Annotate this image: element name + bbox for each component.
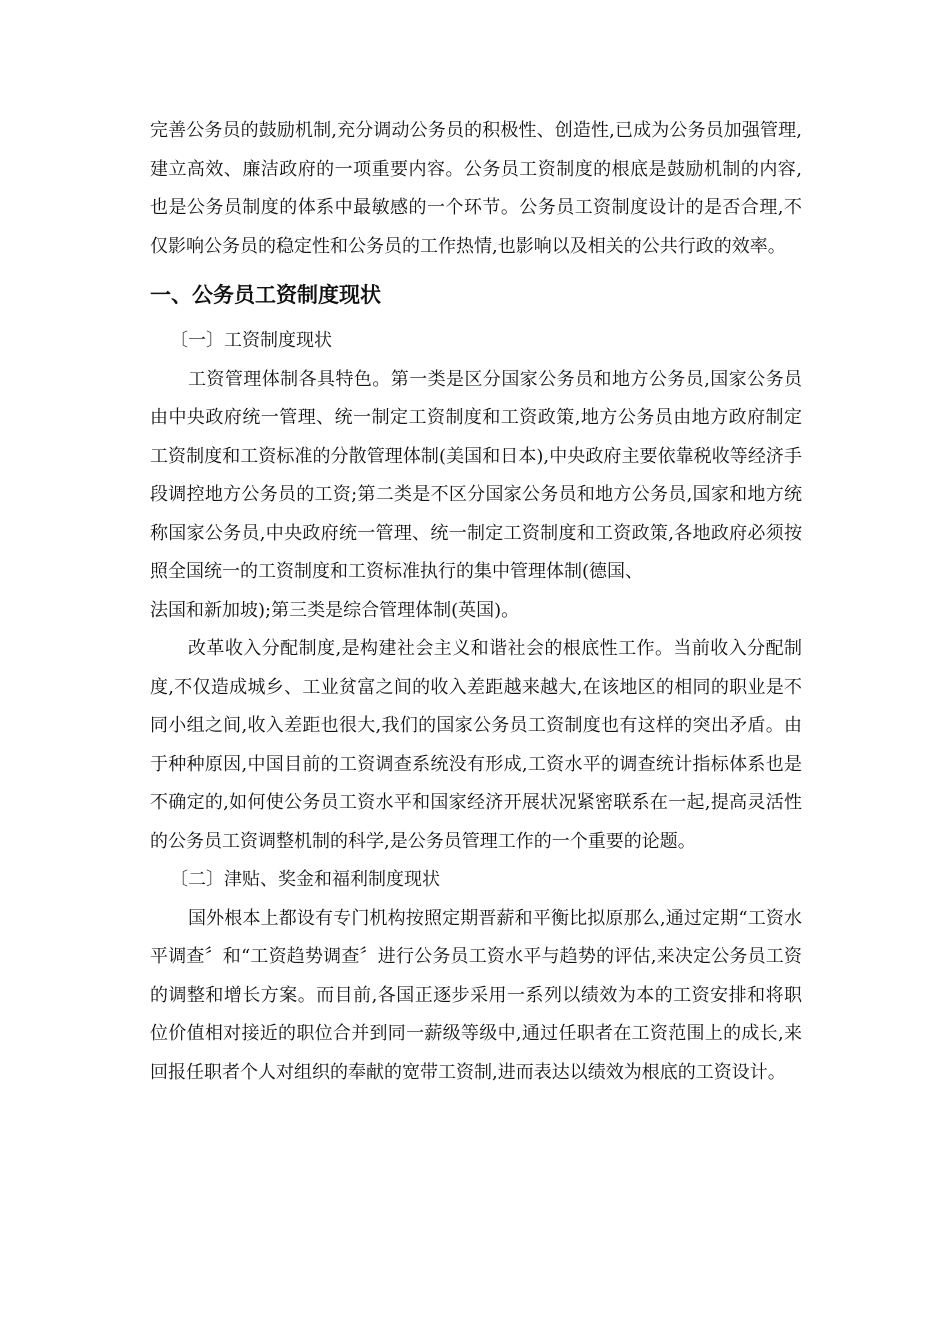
paragraph-management-system-tail: 法国和新加坡);第三类是综合管理体制(英国)。 — [150, 599, 520, 621]
document-page — [150, 112, 802, 1092]
intro-paragraph: 完善公务员的鼓励机制,充分调动公务员的积极性、创造性,已成为公务员加强管理,建立高效、廉洁政府的一项重要内容。公务员工资制度的根底是鼓励机制的内容,也是公务员制度的体系中最敏感的一个环节。公务员工资制度设计的是否合理,不仅影响公务员的稳定性和公务员的工作热情,也影响以及相关的公共行政的效率。 — [150, 120, 802, 257]
paragraph-allowance-system: 国外根本上都设有专门机构按照定期晋薪和平衡比拟原那么,通过定期“工资水平调查〞和“工资趋势调查〞进行公务员工资水平与趋势的评估,来决定公务员工资的调整和增长方案。而目前,各国正逐步采用一系列以绩效为本的工资安排和将职位价值相对接近的职位合并到同一薪级等级中,通过任职者在工资范围上的成长,来回报任职者个人对组织的奉献的宽带工资制,进而表达以绩效为根底的工资设计。 — [150, 907, 802, 1083]
paragraph-management-system: 工资管理体制各具特色。第一类是区分国家公务员和地方公务员,国家公务员由中央政府统一管理、统一制定工资制度和工资政策,地方公务员由地方政府制定工资制度和工资标准的分散管理体制(美国和日本),中央政府主要依靠税收等经济手段调控地方公务员的工资;第二类是不区分国家公务员和地方公务员,国家和地方统称国家公务员,中央政府统一管理、统一制定工资制度和工资政策,各地政府必须按照全国统一的工资制度和工资标准执行的集中管理体制(德国、 — [150, 368, 802, 582]
subsection-heading-1: 〔一〕工资制度现状 — [170, 330, 332, 351]
subsection-heading-2: 〔二〕津贴、奖金和福利制度现状 — [170, 869, 440, 890]
paragraph-income-reform: 改革收入分配制度,是构建社会主义和谐社会的根底性工作。当前收入分配制度,不仅造成城乡、工业贫富之间的收入差距越来越大,在该地区的相同的职业是不同小组之间,收入差距也很大,我们的国家公务员工资制度也有这样的突出矛盾。由于种种原因,中国目前的工资调查系统没有形成,工资水平的调查统计指标体系也是不确定的,如何使公务员工资水平和国家经济开展状况紧密联系在一起,提高灵活性的公务员工资调整机制的科学,是公务员管理工作的一个重要的论题。 — [150, 638, 802, 852]
section-heading: 一、公务员工资制度现状 — [150, 283, 381, 307]
